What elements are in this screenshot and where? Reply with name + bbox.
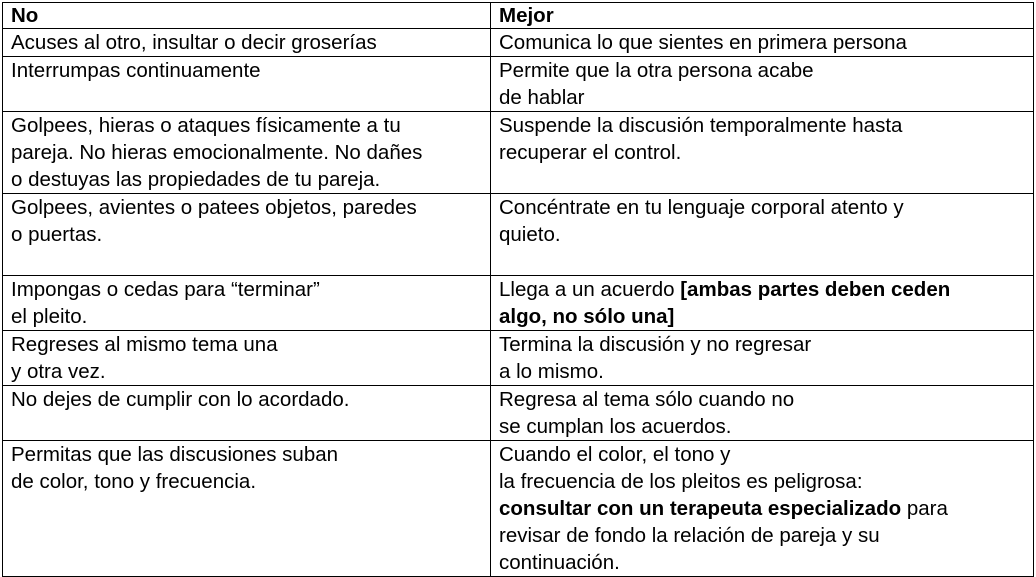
cell-no: No dejes de cumplir con lo acordado. xyxy=(3,386,491,441)
table-row xyxy=(3,331,1034,386)
header-row xyxy=(3,3,1034,29)
cell-mejor-bold-text: consultar con un terapeuta especializado xyxy=(499,497,902,520)
cell-mejor xyxy=(491,57,1034,112)
table-row xyxy=(3,441,1034,577)
cell-mejor xyxy=(491,194,1034,276)
cell-mejor-text: Termina la discusión y no regresar a lo mismo. xyxy=(499,333,812,383)
table-row xyxy=(3,29,1034,57)
cell-mejor-text: para revisar de fondo la relación de pareja y su continuación. xyxy=(499,497,948,574)
cell-no: Golpees, hieras o ataques físicamente a tu pareja. No hieras emocionalmente. No dañes o destuyas las propiedades de tu pareja. xyxy=(3,112,491,194)
cell-mejor-text: Llega a un acuerdo xyxy=(499,278,681,301)
cell-mejor-text: Permite que la otra persona acabe de hablar xyxy=(499,59,814,109)
cell-no: Acuses al otro, insultar o decir groserías xyxy=(3,29,491,57)
cell-no: Permitas que las discusiones suban de color, tono y frecuencia. xyxy=(3,441,491,577)
cell-mejor xyxy=(491,331,1034,386)
cell-no: Interrumpas continuamente xyxy=(3,57,491,112)
cell-mejor-text: Suspende la discusión temporalmente hasta recuperar el control. xyxy=(499,114,903,164)
cell-no: Golpees, avientes o patees objetos, paredes o puertas. xyxy=(3,194,491,276)
header-no: No xyxy=(3,3,491,29)
cell-mejor-text: Regresa al tema sólo cuando no se cumplan los acuerdos. xyxy=(499,388,795,438)
table-row xyxy=(3,276,1034,331)
comparison-table xyxy=(2,2,1034,577)
cell-mejor xyxy=(491,112,1034,194)
cell-mejor-text: Concéntrate en tu lenguaje corporal atento y quieto. xyxy=(499,196,904,246)
table-row xyxy=(3,386,1034,441)
cell-mejor-bold-text: [ambas partes deben ceden algo, no sólo una] xyxy=(499,278,951,328)
cell-mejor xyxy=(491,276,1034,331)
table-row xyxy=(3,112,1034,194)
table-row xyxy=(3,57,1034,112)
table-body xyxy=(3,29,1034,577)
cell-mejor-text: Comunica lo que sientes en primera persona xyxy=(499,31,907,54)
header-mejor: Mejor xyxy=(491,3,1034,29)
cell-no: Regreses al mismo tema una y otra vez. xyxy=(3,331,491,386)
table-row xyxy=(3,194,1034,276)
cell-no: Impongas o cedas para “terminar” el pleito. xyxy=(3,276,491,331)
cell-mejor-text: Cuando el color, el tono y la frecuencia de los pleitos es peligrosa: xyxy=(499,443,863,493)
cell-mejor xyxy=(491,386,1034,441)
cell-mejor xyxy=(491,441,1034,577)
cell-mejor xyxy=(491,29,1034,57)
